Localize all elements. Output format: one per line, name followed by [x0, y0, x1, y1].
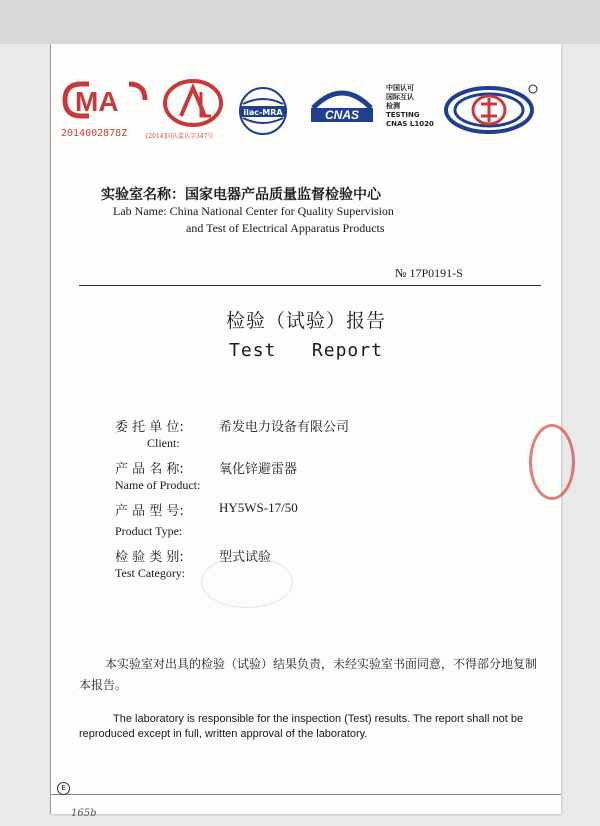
- client-label-cn: 委 托 单 位:: [115, 420, 184, 435]
- report-cover-page: [50, 44, 561, 819]
- category-label-en: Test Category:: [115, 566, 186, 580]
- product-label-en: Name of Product:: [115, 478, 201, 492]
- cnas-side-text: [386, 84, 434, 129]
- product-value: 氧化锌避雷器: [219, 462, 298, 477]
- cnas-side-line: CNAS L1020: [386, 120, 434, 128]
- ilac-logo-text: ilac-MRA: [243, 108, 283, 117]
- cnas-logo-icon: [309, 84, 375, 130]
- lab-name-en-line2: and Test of Electrical Apparatus Products: [186, 221, 385, 235]
- client-label-en: Client:: [147, 436, 180, 450]
- cnas-side-line: 检测: [386, 102, 400, 110]
- type-value: HY5WS-17/50: [219, 500, 298, 515]
- cal-logo-icon: [161, 78, 225, 128]
- footer-divider: [51, 794, 561, 795]
- red-seal-edge-icon: [529, 424, 575, 500]
- category-label-cn: 检 验 类 别:: [115, 550, 184, 565]
- category-value: 型式试验: [219, 550, 272, 565]
- disclaimer-cn: 本实验室对出具的检验（试验）结果负责，未经实验室书面同意，不得部分地复制本报告。: [79, 657, 538, 692]
- cal-number: [2014]国认监认字347号: [146, 133, 214, 140]
- header-divider: [79, 285, 541, 286]
- report-number: № 17P0191-S: [395, 266, 463, 280]
- cnas-side-line: 中国认可: [386, 84, 414, 92]
- lab-name-en-line1: Lab Name: China National Center for Quality Supervision: [113, 204, 394, 218]
- cnas-side-line: TESTING: [386, 111, 420, 119]
- cma-number: 2014002878Z: [61, 128, 128, 139]
- cma-logo-text: MA: [75, 86, 119, 117]
- page-top-edge: [0, 0, 600, 44]
- report-title-cn: 检验（试验）报告: [225, 310, 386, 332]
- client-value: 希发电力设备有限公司: [219, 420, 350, 435]
- type-label-cn: 产 品 型 号:: [115, 504, 184, 519]
- disclaimer-en: The laboratory is responsible for the inspection (Test) results. The report shall not be reproduced except in full, written approval of the laboratory.: [79, 713, 524, 740]
- cnas-logo-text: CNAS: [324, 108, 360, 122]
- product-label-cn: 产 品 名 称:: [115, 462, 184, 477]
- faint-stamp-icon: [201, 556, 293, 608]
- type-label-en: Product Type:: [115, 524, 183, 538]
- cnas-side-line: 国际互认: [386, 93, 414, 101]
- circle-mark: E: [57, 782, 70, 795]
- cma-logo-icon: [59, 80, 151, 120]
- ilac-mra-logo-icon: [235, 86, 291, 136]
- handwritten-note: 165b: [71, 808, 97, 819]
- report-title-en: Test Report: [229, 340, 383, 361]
- lab-name-cn: 实验室名称：国家电器产品质量监督检验中心: [101, 187, 381, 203]
- globe-certification-logo-icon: [443, 84, 538, 136]
